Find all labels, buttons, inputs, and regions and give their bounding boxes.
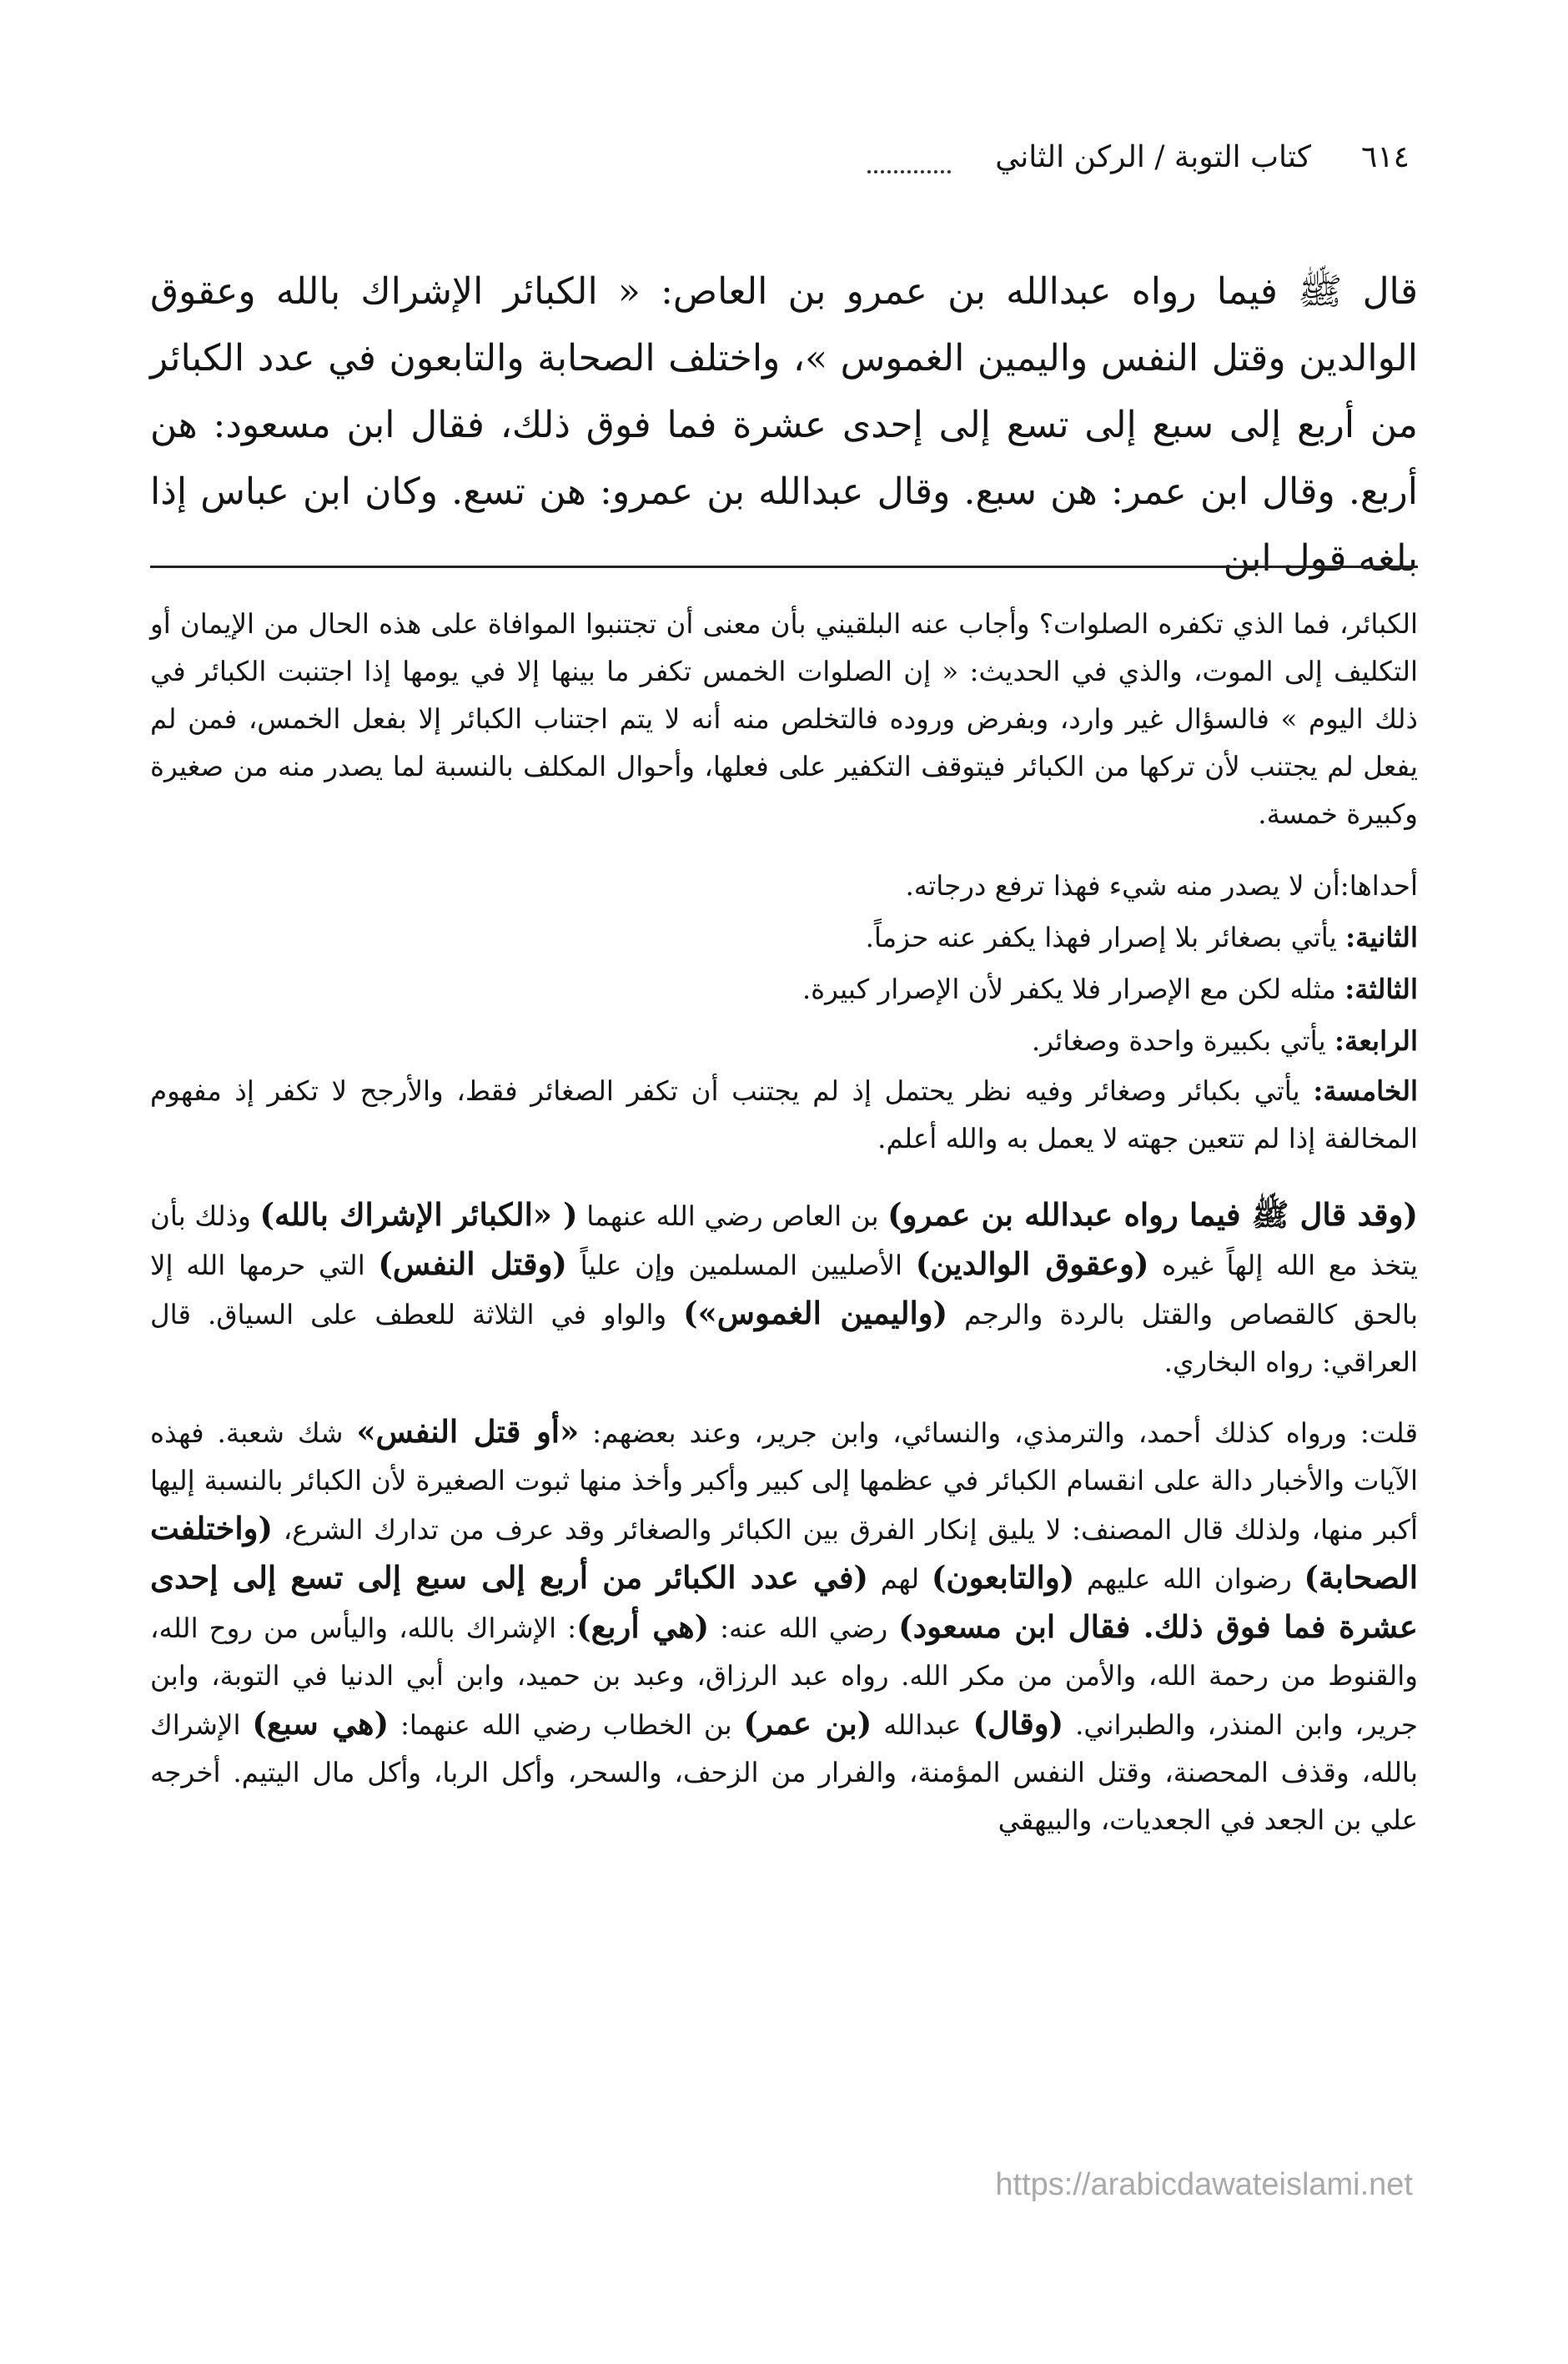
sharh-segment: بن الخطاب رضي الله عنهما:	[389, 1709, 744, 1741]
item-text: مثله لكن مع الإصرار فلا يكفر لأن الإصرار كبيرة.	[802, 973, 1345, 1005]
quoted-matn-segment: (وقال)	[972, 1705, 1064, 1742]
main-paragraph: قال ﷺ فيما رواه عبدالله بن عمرو بن العاص: « الكبائر الإشراك بالله وعقوق الوالدين وقتل النفس واليمين الغموس »، واختلف الصحابة والتابعون في عدد الكبائر من أربع إلى سبع إلى تسع إلى إحدى عشرة فما فوق ذلك، فقال ابن مسعود: هن أربع. وقال ابن عمر: هن سبع. وقال عبدالله بن عمرو: هن تسع. وكان ابن عباس إذا بلغه قول ابن	[150, 270, 1418, 580]
footnote-intro: الكبائر، فما الذي تكفره الصلوات؟ وأجاب عنه البلقيني بأن معنى أن تجتنبوا الموافاة على هذه الحال من الإيمان أو التكليف إلى الموت، والذي في الحديث: « إن الصلوات الخمس تكفر ما بينها إلا في يومها إذا اجتنبت الكبائر في ذلك اليوم » فالسؤال غير وارد، وبفرض وروده فالتخلص منه أنه لا يتم اجتناب الكبائر إلا بفعل الخمس، فمن لم يفعل لم يجتنب لأن تركها من الكبائر فيتوقف التكفير على فعلها، وأحوال المكلف بالنسبة لما يصدر منه من صغيرة وكبيرة خمسة.	[150, 608, 1418, 830]
quoted-matn-segment: (وعقوق الوالدين)	[915, 1245, 1149, 1282]
sharh-segment: وذلك بأن يتخذ مع الله إلهاً غيره	[150, 1200, 1418, 1281]
quoted-matn-segment: «أو قتل النفس»	[356, 1413, 580, 1450]
page-number: ٦١٤	[1360, 140, 1410, 174]
item-text: يأتي بكبائر وصغائر وفيه نظر يحتمل إذ لم يجتنب أن تكفر الصغائر فقط، والأرجح لا تكفر إذ مفهوم المخالفة إذا لم تتعين جهته لا يعمل به والله أعلم.	[150, 1075, 1418, 1154]
footnote-item-3	[150, 963, 1418, 1015]
quoted-matn-segment: (في عدد الكبائر من أربع إلى سبع إلى تسع إلى إحدى عشرة فما فوق ذلك. فقال ابن مسعود)	[150, 1559, 1418, 1645]
page-header	[150, 125, 1418, 192]
sharh-segment: الإشراك بالله، وقذف المحصنة، وقتل النفس المؤمنة، والفرار من الزحف، والسحر، وأكل الربا، وأكل مال اليتيم. أخرجه علي بن الجعد في الجعديات، والبيهقي	[150, 1709, 1418, 1836]
item-label: الثالثة:	[1344, 973, 1418, 1005]
book-page	[150, 125, 1418, 2327]
quoted-matn-segment: (والتابعون)	[931, 1559, 1075, 1596]
item-label: الخامسة:	[1313, 1074, 1418, 1107]
sharh-segment: شك شعبة. فهذه الآيات والأخبار دالة على انقسام الكبائر في عظمها إلى كبير وأكبر وأخذ منها ثبوت الصغيرة لأن الكبائر بالنسبة إليها أكبر منها، ولذلك قال المصنف: لا يليق إنكار الفرق بين الكبائر والصغائر وقد عرف من تدارك الشرع،	[150, 1417, 1418, 1546]
quoted-matn-segment: (وقد قال ﷺ فيما رواه عبدالله بن عمرو)	[887, 1196, 1418, 1233]
sharh-segment: الأصليين المسلمين وإن علياً	[566, 1250, 916, 1281]
sharh-segment: عبدالله	[872, 1709, 973, 1741]
quoted-matn-segment: (وقتل النفس)	[378, 1245, 567, 1282]
sharh-segment: رضي الله عنه:	[709, 1612, 899, 1644]
sharh-segment: : الإشراك بالله، واليأس من روح الله، والقنوط من رحمة الله، والأمن من مكر الله. رواه عبد الرزاق، وعبد بن حميد، وابن أبي الدنيا في التوبة، وابن جرير، وابن المنذر، والطبراني.	[150, 1612, 1418, 1741]
item-label: أحداها	[1349, 870, 1418, 902]
commentary	[150, 601, 1418, 1844]
item-label: الرابعة:	[1334, 1024, 1418, 1057]
item-text: يأتي بصغائر بلا إصرار فهذا يكفر عنه حزماً.	[865, 922, 1346, 953]
footnote-item-4	[150, 1015, 1418, 1067]
header-dot-leader	[867, 170, 951, 174]
sharh-segment: بن العاص رضي الله عنهما	[577, 1200, 888, 1232]
sharh-paragraph-1	[150, 1191, 1418, 1386]
sharh-segment: والواو في الثلاثة للعطف على السياق. قال العراقي: رواه البخاري.	[150, 1299, 1418, 1378]
quoted-matn-segment: (بن عمر)	[743, 1705, 872, 1742]
item-text: يأتي بكبيرة واحدة وصغائر.	[1031, 1025, 1334, 1057]
separator-rule	[150, 566, 1418, 568]
quoted-matn-segment: ( «الكبائر الإشراك بالله)	[259, 1196, 578, 1233]
sharh-segment: لهم	[868, 1563, 932, 1595]
sharh-segment: قلت: ورواه كذلك أحمد، والترمذي، والنسائي، وابن جرير، وعند بعضهم:	[579, 1417, 1418, 1449]
sharh-paragraph-2	[150, 1408, 1418, 1844]
footnote-item-2	[150, 912, 1418, 963]
sharh-segment: رضوان الله عليهم	[1074, 1563, 1304, 1595]
quoted-matn-segment: (هي سبع)	[252, 1705, 389, 1742]
quoted-matn-segment: (هي أربع)	[576, 1608, 710, 1645]
footnote-item-1	[150, 860, 1418, 912]
item-text: :أن لا يصدر منه شيء فهذا ترفع درجاته.	[905, 870, 1349, 902]
site-watermark: https://arabicdawateislami.net	[995, 2167, 1413, 2202]
item-label: الثانية:	[1345, 921, 1418, 953]
running-title: كتاب التوبة / الركن الثاني	[995, 140, 1311, 174]
sharh-segment: التي حرمها الله إلا بالحق كالقصاص والقتل بالردة والرجم	[150, 1250, 1419, 1330]
footnote-item-5	[150, 1067, 1418, 1163]
quoted-matn-segment: (واليمين الغموس»)	[683, 1295, 948, 1331]
main-text	[150, 259, 1418, 592]
quoted-matn-segment: (واختلفت الصحابة)	[150, 1510, 1418, 1596]
